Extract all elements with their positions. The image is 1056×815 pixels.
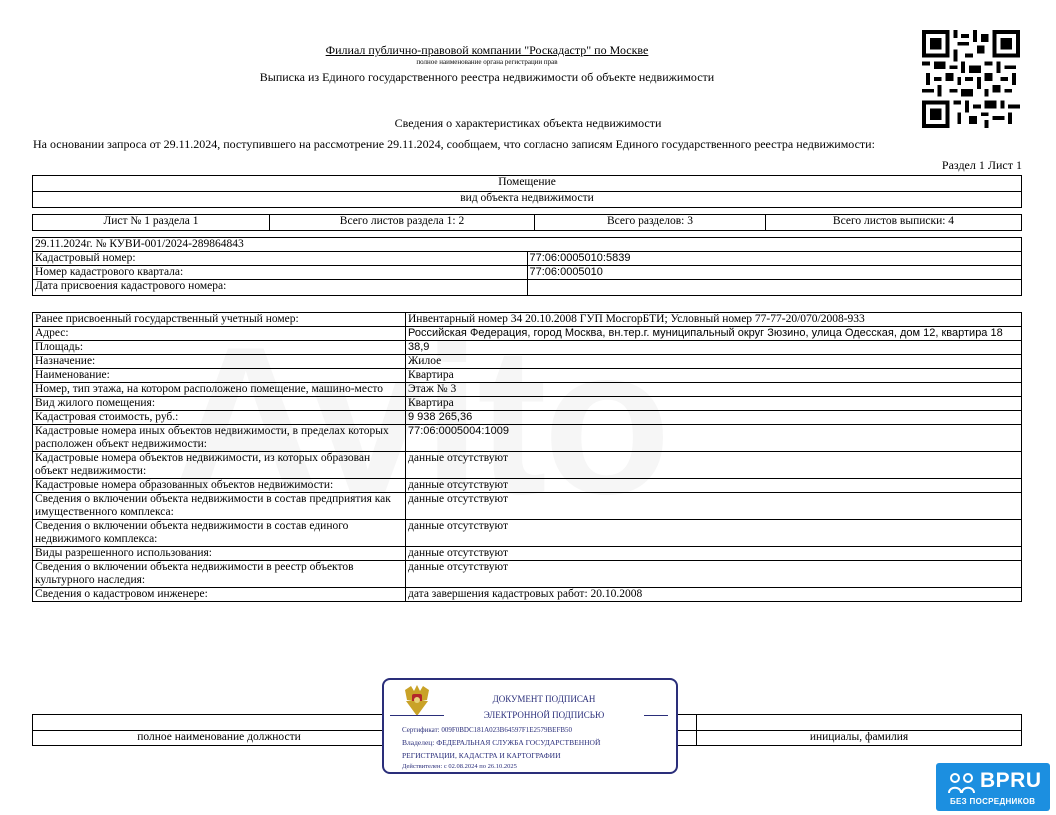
row-value: Квартира — [406, 369, 1022, 383]
row-value: данные отсутствуют — [406, 493, 1022, 520]
row-value: Инвентарный номер 34 20.10.2008 ГУП МосгорБТИ; Условный номер 77-77-20/070/2008-933 — [406, 313, 1022, 327]
badge-brand: BPRU — [980, 769, 1042, 792]
row-value: данные отсутствуют — [406, 452, 1022, 479]
row-label: Кадастровые номера объектов недвижимости, из которых образован объект недвижимости: — [33, 452, 406, 479]
table-row — [33, 425, 1022, 452]
row-value: данные отсутствуют — [406, 561, 1022, 588]
position-caption: полное наименование должности — [33, 731, 406, 746]
row-value: данные отсутствуют — [406, 479, 1022, 493]
row-value: Жилое — [406, 355, 1022, 369]
position-blank — [33, 715, 406, 731]
table-row — [33, 252, 1022, 266]
extract-sheets-total: Всего листов выписки: 4 — [766, 215, 1022, 231]
table-row — [33, 479, 1022, 493]
section-sheet-label: Раздел 1 Лист 1 — [941, 158, 1022, 172]
row-label: Сведения о включении объекта недвижимости в состав единого недвижимого комплекса: — [33, 520, 406, 547]
row-label: Ранее присвоенный государственный учетный номер: — [33, 313, 406, 327]
row-label: Вид жилого помещения: — [33, 397, 406, 411]
object-name: Помещение — [33, 176, 1022, 192]
row-value: Квартира — [406, 397, 1022, 411]
sheets-table — [32, 214, 1022, 231]
table-row — [33, 588, 1022, 602]
electronic-signature-stamp — [382, 678, 678, 774]
table-row — [33, 341, 1022, 355]
row-label: Номер, тип этажа, на котором расположено помещение, машино-место — [33, 383, 406, 397]
row-label: Наименование: — [33, 369, 406, 383]
org-sub-caption: полное наименование органа регистрации прав — [416, 58, 558, 66]
table-row — [33, 383, 1022, 397]
row-label: Виды разрешенного использования: — [33, 547, 406, 561]
row-label: Кадастровый номер: — [33, 252, 528, 266]
row-label: Адрес: — [33, 327, 406, 341]
row-label: Назначение: — [33, 355, 406, 369]
table-row — [33, 280, 1022, 296]
row-value: данные отсутствуют — [406, 547, 1022, 561]
sections-total: Всего разделов: 3 — [535, 215, 766, 231]
row-label: Сведения о включении объекта недвижимости в реестр объектов культурного наследия: — [33, 561, 406, 588]
table-row — [33, 355, 1022, 369]
document-title: Выписка из Единого государственного реестра недвижимости об объекте недвижимости — [259, 70, 715, 84]
people-icon — [948, 771, 976, 795]
qr-code-icon — [922, 30, 1020, 128]
row-value: Российская Федерация, город Москва, вн.тер.г. муниципальный округ Зюзино, улица Одесская, дом 12, квартира 18 — [406, 327, 1022, 341]
row-value: дата завершения кадастровых работ: 20.10.2008 — [406, 588, 1022, 602]
name-blank — [697, 715, 1022, 731]
object-type-table — [32, 175, 1022, 208]
row-label: Площадь: — [33, 341, 406, 355]
section-title: Сведения о характеристиках объекта недвижимости — [394, 116, 662, 130]
table-row — [33, 411, 1022, 425]
row-value — [527, 280, 1022, 296]
stamp-certificate: Сертификат: 009F0BDC181A023B64597F1E2579BEFB50 — [402, 726, 573, 734]
row-value: 77:06:0005010:5839 — [527, 252, 1022, 266]
table-row — [33, 493, 1022, 520]
sheet-number: Лист № 1 раздела 1 — [33, 215, 270, 231]
badge-tagline: БЕЗ ПОСРЕДНИКОВ — [950, 797, 1036, 806]
section-sheets-total: Всего листов раздела 1: 2 — [270, 215, 535, 231]
object-type-label: вид объекта недвижимости — [33, 192, 1022, 208]
row-value: 9 938 265,36 — [406, 411, 1022, 425]
row-label: Кадастровые номера иных объектов недвижимости, в пределах которых расположен объект недвижимости: — [33, 425, 406, 452]
table-row — [33, 561, 1022, 588]
extract-number: 29.11.2024г. № КУВИ-001/2024-289864843 — [33, 238, 1022, 252]
row-label: Номер кадастрового квартала: — [33, 266, 528, 280]
name-caption: инициалы, фамилия — [697, 731, 1022, 746]
row-value: данные отсутствуют — [406, 520, 1022, 547]
coat-of-arms-icon — [400, 682, 434, 718]
stamp-validity: Действителен: с 02.08.2024 по 26.10.2025 — [402, 763, 517, 770]
stamp-owner-2: РЕГИСТРАЦИИ, КАДАСТРА И КАРТОГРАФИИ — [402, 751, 561, 760]
table-row — [33, 520, 1022, 547]
row-label: Дата присвоения кадастрового номера: — [33, 280, 528, 296]
stamp-owner-1: Владелец: ФЕДЕРАЛЬНАЯ СЛУЖБА ГОСУДАРСТВЕННОЙ — [402, 738, 601, 747]
row-label: Кадастровая стоимость, руб.: — [33, 411, 406, 425]
row-value: 38,9 — [406, 341, 1022, 355]
table-row — [33, 547, 1022, 561]
stamp-line-2: ЭЛЕКТРОННОЙ ПОДПИСЬЮ — [444, 710, 644, 720]
characteristics-table — [32, 312, 1022, 602]
row-label: Кадастровые номера образованных объектов недвижимости: — [33, 479, 406, 493]
table-row — [33, 397, 1022, 411]
row-value: 77:06:0005004:1009 — [406, 425, 1022, 452]
table-row — [33, 266, 1022, 280]
row-label: Сведения о включении объекта недвижимости в состав предприятия как имущественного комплекса: — [33, 493, 406, 520]
bpru-badge[interactable] — [936, 763, 1050, 811]
row-label: Сведения о кадастровом инженере: — [33, 588, 406, 602]
table-row — [33, 452, 1022, 479]
table-row — [33, 313, 1022, 327]
intro-text: На основании запроса от 29.11.2024, поступившего на рассмотрение 29.11.2024, сообщаем, что согласно записям Единого государственного реестра недвижимости: — [33, 137, 875, 151]
row-value: Этаж № 3 — [406, 383, 1022, 397]
table-row — [33, 369, 1022, 383]
row-value: 77:06:0005010 — [527, 266, 1022, 280]
table-row — [33, 327, 1022, 341]
org-name: Филиал публично-правовой компании "Роскадастр" по Москве — [325, 43, 649, 57]
stamp-line-1: ДОКУМЕНТ ПОДПИСАН — [492, 694, 596, 704]
identifiers-table — [32, 237, 1022, 296]
